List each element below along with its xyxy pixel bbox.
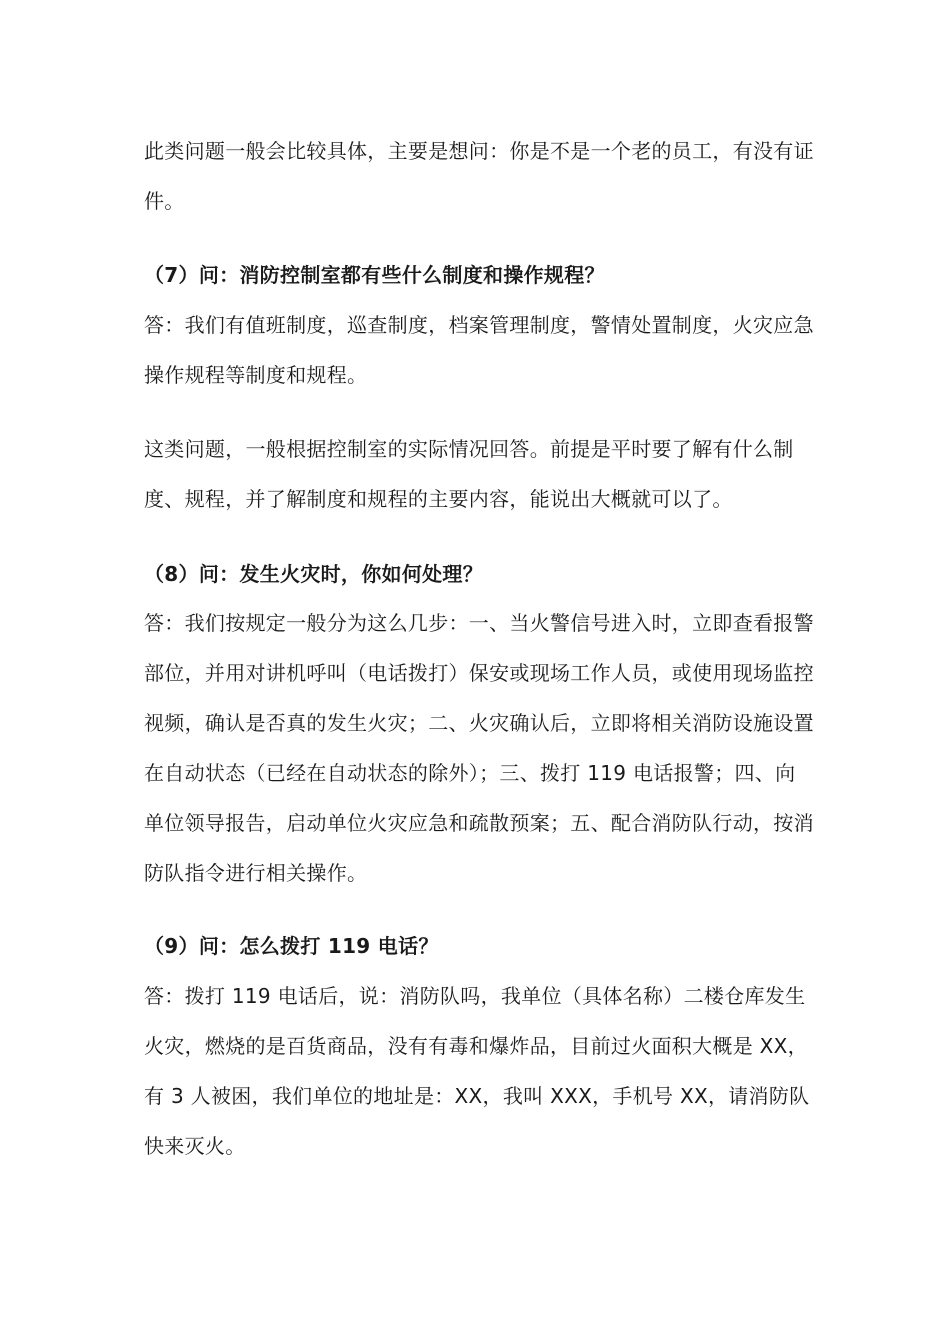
answer-7-paragraph: 答：我们有值班制度，巡查制度，档案管理制度，警情处置制度，火灾应急操作规程等制度和规程。 [144, 313, 814, 387]
question-7-heading: （7）问：消防控制室都有些什么制度和操作规程？ [144, 263, 605, 287]
question-9-heading: （9）问：怎么拨打 119 电话？ [144, 934, 439, 958]
question-8-heading: （8）问：发生火灾时，你如何处理？ [144, 562, 484, 586]
note-7-paragraph: 这类问题，一般根据控制室的实际情况回答。前提是平时要了解有什么制度、规程，并了解制度和规程的主要内容，能说出大概就可以了。 [144, 437, 794, 511]
intro-paragraph: 此类问题一般会比较具体，主要是想问：你是不是一个老的员工，有没有证件。 [144, 139, 814, 213]
answer-8-paragraph: 答：我们按规定一般分为这么几步：一、当火警信号进入时，立即查看报警部位，并用对讲机呼叫（电话拨打）保安或现场工作人员，或使用现场监控视频，确认是否真的发生火灾；二、火灾确认后，立即将相关消防设施设置在自动状态（已经在自动状态的除外）；三、拨打 119 电话报警；四、向单位领导报告，启动单位火灾应急和疏散预案；五、配合消防队行动，按消防队指令进行相关操作。 [144, 611, 814, 885]
answer-9-paragraph: 答：拨打 119 电话后，说：消防队吗，我单位（具体名称）二楼仓库发生火灾，燃烧的是百货商品，没有有毒和爆炸品，目前过火面积大概是 XX，有 3 人被困，我们单位的地址是：XX，我叫 XXX，手机号 XX，请消防队快来灭火。 [144, 984, 810, 1158]
